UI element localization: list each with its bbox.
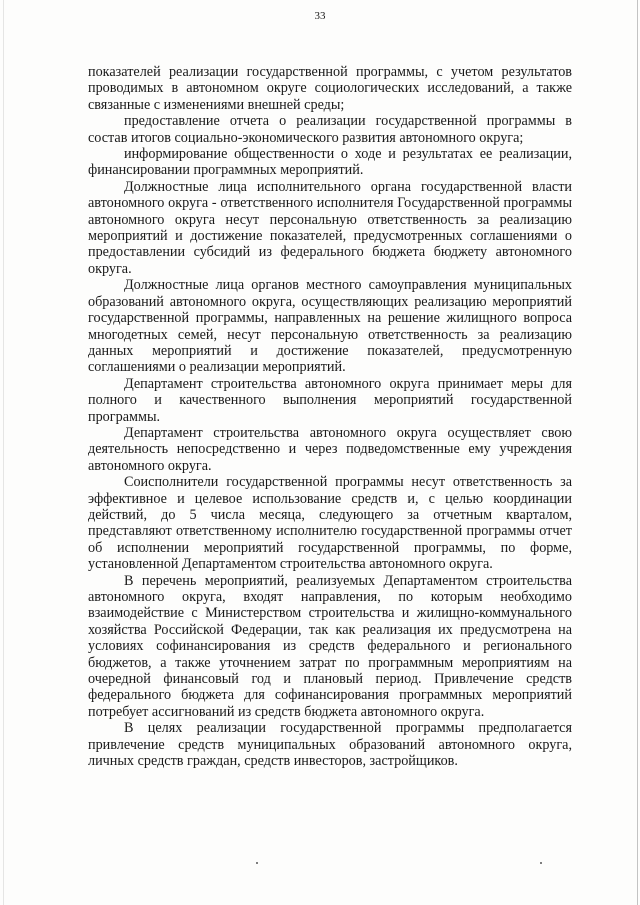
document-body <box>88 64 572 769</box>
paragraph: Должностные лица органов местного самоуправления муниципальных образований автономного округа, осуществляющих реализацию мероприятий государственной программы, направленных на решение жилищного вопроса многодетных семей, несут персональную ответственность за реализацию данных мероприятий и достижение показателей, предусмотренную соглашениями о реализации мероприятий. <box>88 277 572 376</box>
paragraph: В перечень мероприятий, реализуемых Департаментом строительства автономного округа, входят направления, по которым необходимо взаимодействие с Министерством строительства и жилищно-коммунального хозяйства Российской Федерации, так как реализация их предусмотрена на условиях софинансирования из средств федерального и регионального бюджетов, а также уточнением затрат по программным мероприятиям на очередной финансовый год и плановый период. Привлечение средств федерального бюджета для софинансирования программных мероприятий потребует ассигнований из средств бюджета автономного округа. <box>88 572 572 720</box>
paragraph: В целях реализации государственной программы предполагается привлечение средств муниципальных образований автономного округа, личных средств граждан, средств инвесторов, застройщиков. <box>88 720 572 770</box>
paragraph: Департамент строительства автономного округа принимает меры для полного и качественного выполнения мероприятий государственной программы. <box>88 375 572 425</box>
paragraph: Департамент строительства автономного округа осуществляет свою деятельность непосредственно и через подведомственные ему учреждения автономного округа. <box>88 424 572 474</box>
paragraph: Должностные лица исполнительного органа государственной власти автономного округа - ответственного исполнителя Государственной программы автономного округа несут персональную ответственность за реализацию мероприятий и достижение показателей, предусмотренных соглашениями о предоставлении субсидий из федерального бюджета бюджету автономного округа. <box>88 178 572 277</box>
paragraph: предоставление отчета о реализации государственной программы в состав итогов социально-экономического развития автономного округа; <box>88 113 572 146</box>
scan-edge-right <box>637 0 638 905</box>
paragraph: показателей реализации государственной программы, с учетом результатов проводимых в автономном округе социологических исследований, а также связанные с изменениями внешней среды; <box>88 64 572 113</box>
page-number: 33 <box>314 10 326 22</box>
scan-speck <box>540 862 542 864</box>
paragraph: информирование общественности о ходе и результатах ее реализации, финансировании программных мероприятий. <box>88 146 572 179</box>
scan-edge-left <box>3 0 4 905</box>
paragraph: Соисполнители государственной программы несут ответственность за эффективное и целевое использование средств и, с целью координации действий, до 5 числа месяца, следующего за отчетным кварталом, представляют ответственному исполнителю государственной программы отчет об исполнении мероприятий государственной программы, по форме, установленной Департаментом строительства автономного округа. <box>88 474 572 573</box>
scan-speck <box>256 862 258 864</box>
